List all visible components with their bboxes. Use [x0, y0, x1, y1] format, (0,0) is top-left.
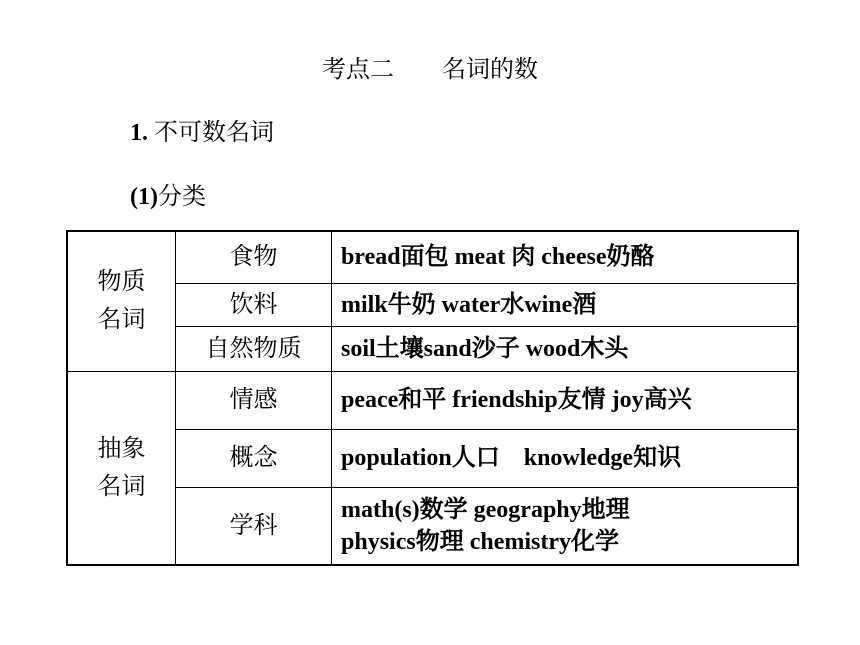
classification-table — [66, 230, 799, 566]
section-number: 1. — [130, 120, 148, 146]
table-row — [67, 371, 798, 429]
type-cell: 学科 — [176, 487, 332, 565]
table-row — [67, 487, 798, 565]
category-cell — [67, 371, 176, 565]
page-title: 考点二 名词的数 — [322, 57, 538, 83]
subsection-number: (1) — [130, 184, 158, 210]
section-heading — [130, 117, 274, 149]
subsection-text: 分类 — [157, 184, 206, 210]
table-row — [67, 326, 798, 371]
type-cell: 饮料 — [176, 283, 332, 326]
type-cell: 食物 — [176, 231, 332, 283]
category-label: 物质名词 — [97, 269, 146, 334]
examples-cell: population人口 knowledge知识 — [332, 429, 799, 487]
type-cell: 概念 — [176, 429, 332, 487]
subsection-heading — [130, 181, 206, 213]
category-label: 抽象名词 — [97, 435, 146, 500]
examples-cell: math(s)数学 geography地理 physics物理 chemistry化学 — [332, 487, 799, 565]
table-row — [67, 283, 798, 326]
examples-cell: peace和平 friendship友情 joy高兴 — [332, 371, 799, 429]
section-text: 不可数名词 — [148, 120, 274, 146]
examples-cell: milk牛奶 water水wine酒 — [332, 283, 799, 326]
type-cell: 情感 — [176, 371, 332, 429]
table-row — [67, 231, 798, 283]
type-cell: 自然物质 — [176, 326, 332, 371]
examples-cell: soil土壤sand沙子 wood木头 — [332, 326, 799, 371]
category-cell — [67, 231, 176, 371]
examples-cell: bread面包 meat 肉 cheese奶酪 — [332, 231, 799, 283]
table-row — [67, 429, 798, 487]
